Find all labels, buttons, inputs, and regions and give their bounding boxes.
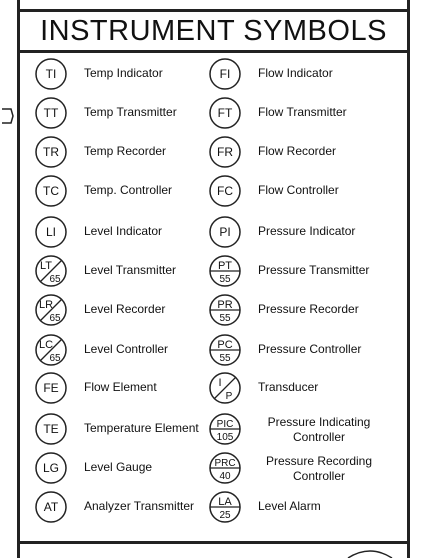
symbol-code: PR (217, 299, 233, 311)
instrument-symbol-fi-icon (208, 57, 242, 91)
instrument-symbol-tc-icon (34, 174, 68, 208)
symbol-code: FT (217, 106, 233, 120)
instrument-symbol-fc-icon (208, 174, 242, 208)
symbol-code: AT (43, 500, 59, 514)
instrument-symbol-pic-icon (208, 412, 242, 446)
symbol-code: TI (45, 67, 57, 81)
edge-notch-icon (2, 107, 14, 125)
symbol-code: LG (42, 461, 60, 475)
instrument-symbol-la-icon (208, 490, 242, 524)
symbol-code: LR (38, 299, 54, 311)
symbol-label: Temperature Element (84, 421, 199, 435)
symbol-label: Pressure Recording Controller (265, 454, 373, 483)
instrument-symbol-tr-icon (34, 135, 68, 169)
symbol-label: Pressure Indicating Controller (267, 415, 371, 444)
symbol-code: FC (217, 184, 233, 198)
instrument-symbol-lr-icon (34, 293, 68, 327)
title-divider (17, 50, 410, 53)
symbol-tag-number: 55 (219, 313, 231, 324)
symbol-tag-number: 55 (219, 274, 231, 285)
symbol-tag-number: 25 (219, 510, 231, 521)
symbol-code: TR (43, 145, 59, 159)
symbol-label: Temp Recorder (84, 144, 167, 158)
symbol-label: Pressure Recorder (258, 302, 359, 316)
symbol-label: Flow Recorder (258, 144, 337, 158)
instrument-symbol-tt-icon (34, 96, 68, 130)
symbol-tag-number: 55 (219, 353, 231, 364)
symbol-code: LI (45, 225, 57, 239)
symbol-code: FE (43, 381, 59, 395)
symbol-label: Level Indicator (84, 224, 163, 238)
symbol-tag-number: 65 (49, 353, 61, 364)
instrument-symbol-lt-icon (34, 254, 68, 288)
instrument-symbol-li-icon (34, 215, 68, 249)
frame-left-border (17, 0, 20, 558)
instrument-symbol-prc-icon (208, 451, 242, 485)
symbol-label: Pressure Transmitter (258, 263, 370, 277)
symbol-code: LC (38, 339, 54, 351)
symbol-code: LT (39, 260, 53, 272)
symbol-label: Pressure Controller (258, 342, 362, 356)
instrument-symbol-ti-icon (34, 57, 68, 91)
page-title: INSTRUMENT SYMBOLS (40, 15, 387, 47)
symbol-label: Flow Indicator (258, 66, 333, 80)
instrument-symbol-i-icon (208, 371, 242, 405)
instrument-symbol-fr-icon (208, 135, 242, 169)
symbol-code: PT (217, 260, 233, 272)
symbol-label: Level Transmitter (84, 263, 177, 277)
instrument-symbol-pi-icon (208, 215, 242, 249)
symbol-code: PI (219, 225, 231, 239)
symbol-label: Temp. Controller (84, 183, 173, 197)
instrument-symbol-ft-icon (208, 96, 242, 130)
symbol-tag-number: 65 (49, 313, 61, 324)
symbol-tag-number: 65 (49, 274, 61, 285)
instrument-symbol-lg-icon (34, 451, 68, 485)
symbol-label: Temp Transmitter (84, 105, 177, 119)
symbol-code: TT (43, 106, 59, 120)
frame-bottom-border (17, 541, 410, 544)
symbol-label: Level Alarm (258, 499, 321, 513)
symbol-tag-number: P (225, 391, 233, 402)
partial-symbol-arc (345, 548, 395, 558)
symbol-label: Flow Controller (258, 183, 339, 197)
symbol-label: Temp Indicator (84, 66, 163, 80)
symbol-code: PC (217, 339, 233, 351)
symbol-tag-number: 105 (216, 432, 234, 443)
symbol-label: Level Gauge (84, 460, 153, 474)
symbol-label: Level Recorder (84, 302, 166, 316)
symbol-code: PRC (214, 458, 236, 469)
instrument-symbol-lc-icon (34, 333, 68, 367)
instrument-symbol-fe-icon (34, 371, 68, 405)
instrument-symbol-at-icon (34, 490, 68, 524)
symbol-label: Level Controller (84, 342, 169, 356)
symbol-label: Flow Transmitter (258, 105, 347, 119)
symbol-label: Analyzer Transmitter (84, 499, 195, 513)
symbol-code: FI (219, 67, 231, 81)
symbol-tag-number: 40 (219, 471, 231, 482)
instrument-symbol-pt-icon (208, 254, 242, 288)
symbol-label: Transducer (258, 380, 319, 394)
instrument-symbol-te-icon (34, 412, 68, 446)
symbol-label: Pressure Indicator (258, 224, 356, 238)
symbol-code: I (218, 377, 222, 389)
symbol-code: LA (218, 496, 232, 508)
instrument-symbol-pr-icon (208, 293, 242, 327)
symbol-code: PIC (216, 419, 234, 430)
instrument-symbol-pc-icon (208, 333, 242, 367)
symbol-label: Flow Element (84, 380, 157, 394)
symbol-code: TE (43, 422, 59, 436)
frame-right-border (407, 0, 410, 558)
symbol-code: TC (43, 184, 59, 198)
symbol-code: FR (217, 145, 233, 159)
